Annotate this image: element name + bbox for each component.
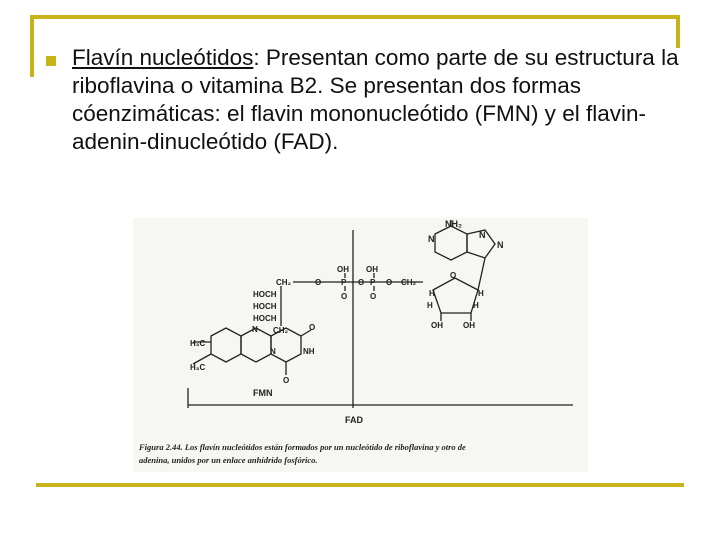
figure-caption-line-2: adenina, unidos por un enlace anhídrido fosfórico. — [139, 455, 318, 465]
label-ribose-h-1: H — [429, 289, 435, 298]
label-hoch-1: HOCH — [253, 290, 277, 299]
label-nh-flavin: NH — [303, 347, 315, 356]
label-fmn: FMN — [253, 388, 273, 398]
frame-top-line — [30, 15, 678, 19]
figure-caption-line-1: Figura 2.44. Los flavín nucleótidos están formados por un nucleótido de riboflavina y otro de — [139, 442, 466, 452]
term-flavin-nucleotidos: Flavín nucleótidos — [72, 45, 254, 70]
frame-bottom-line — [36, 483, 684, 487]
label-ribose-h-3: H — [427, 301, 433, 310]
bullet-square-icon — [46, 56, 56, 66]
label-ribose-h-4: H — [473, 301, 479, 310]
adenine-six-ring — [435, 226, 467, 260]
label-ribose-oh-2: OH — [463, 321, 475, 330]
benzene-ring — [211, 328, 241, 362]
label-ch2-bottom: CH₂ — [273, 326, 289, 335]
label-ch2-top: CH₂ — [276, 278, 292, 287]
label-o-flavin-2: O — [309, 323, 316, 332]
label-ribose-oh-1: OH — [431, 321, 443, 330]
label-n-adenine-1: N — [428, 234, 435, 244]
label-n-adenine-2: N — [479, 230, 486, 240]
label-ch2-ribose: CH₂ — [401, 278, 417, 287]
ribose-ring — [433, 278, 478, 313]
label-o-5: O — [370, 292, 377, 301]
fad-structure-diagram — [133, 218, 588, 472]
label-hoch-3: HOCH — [253, 314, 277, 323]
label-o-flavin-1: O — [283, 376, 290, 385]
slide-paragraph — [72, 44, 687, 156]
label-hoch-2: HOCH — [253, 302, 277, 311]
label-h3c-1: H₃C — [190, 339, 206, 348]
label-o-2: O — [358, 278, 365, 287]
label-ribose-h-2: H — [478, 289, 484, 298]
label-h3c-2: H₃C — [190, 363, 206, 372]
label-p-2: P — [370, 278, 376, 287]
label-p2-oh: OH — [366, 265, 378, 274]
label-ribose-o: O — [450, 271, 457, 280]
label-fad: FAD — [345, 415, 363, 425]
label-o-1: O — [315, 278, 322, 287]
label-n-flavin-2: N — [270, 347, 276, 356]
label-o-3: O — [386, 278, 393, 287]
label-n-flavin-1: N — [252, 325, 258, 334]
frame-left-line — [30, 15, 34, 77]
label-nh2: NH₂ — [445, 219, 462, 229]
label-o-4: O — [341, 292, 348, 301]
label-p1-oh: OH — [337, 265, 349, 274]
fad-structure-figure — [133, 218, 588, 472]
body-text: : Presentan como parte de su estructura la riboflavina o vitamina B2. Se presentan dos formas cóenzimáticas: el flavin mononucleótido (FMN) y el flavin-adenin-dinucleótido (FAD). — [72, 45, 679, 154]
label-p-1: P — [341, 278, 347, 287]
label-n-adenine-3: N — [497, 240, 504, 250]
glycosidic-bond — [478, 258, 485, 290]
